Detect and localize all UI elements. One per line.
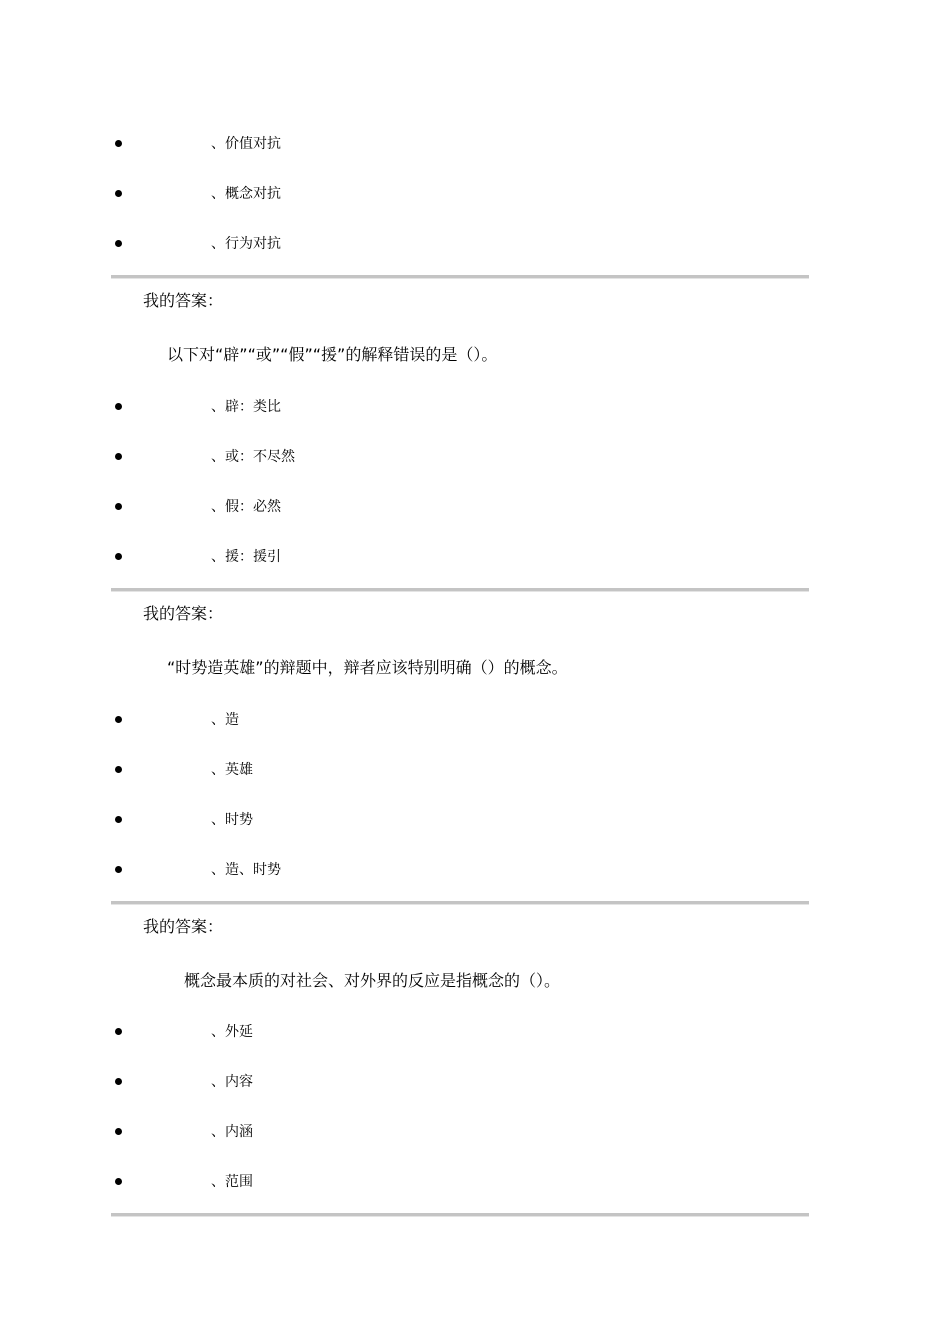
option-item[interactable] xyxy=(0,132,950,156)
option-item[interactable] xyxy=(0,858,950,882)
option-text: 、假：必然 xyxy=(211,499,281,515)
option-item[interactable] xyxy=(0,495,950,519)
option-item[interactable] xyxy=(0,808,950,832)
bullet-icon xyxy=(115,453,122,460)
option-text: 、时势 xyxy=(211,812,253,828)
option-item[interactable] xyxy=(0,1070,950,1094)
option-item[interactable] xyxy=(0,1170,950,1194)
option-text: 、内涵 xyxy=(211,1124,253,1140)
my-answer-label: 我的答案： xyxy=(143,604,224,623)
option-item[interactable] xyxy=(0,708,950,732)
my-answer-label: 我的答案： xyxy=(143,291,224,310)
option-item[interactable] xyxy=(0,1020,950,1044)
option-item[interactable] xyxy=(0,232,950,256)
bullet-icon xyxy=(115,1028,122,1035)
bullet-icon xyxy=(115,866,122,873)
option-item[interactable] xyxy=(0,182,950,206)
bullet-icon xyxy=(115,240,122,247)
option-item[interactable] xyxy=(0,395,950,419)
bullet-icon xyxy=(115,503,122,510)
option-text: 、英雄 xyxy=(211,762,253,778)
bullet-icon xyxy=(115,1128,122,1135)
section-divider xyxy=(111,588,809,592)
option-item[interactable] xyxy=(0,758,950,782)
bullet-icon xyxy=(115,816,122,823)
bullet-icon xyxy=(115,140,122,147)
option-text: 、范围 xyxy=(211,1174,253,1190)
bullet-icon xyxy=(115,716,122,723)
option-text: 、外延 xyxy=(211,1024,253,1040)
option-item[interactable] xyxy=(0,1120,950,1144)
question-text: “时势造英雄”的辩题中，辩者应该特别明确（）的概念。 xyxy=(167,658,568,677)
bullet-icon xyxy=(115,190,122,197)
option-item[interactable] xyxy=(0,445,950,469)
bullet-icon xyxy=(115,1078,122,1085)
option-text: 、价值对抗 xyxy=(211,136,281,152)
option-item[interactable] xyxy=(0,545,950,569)
bullet-icon xyxy=(115,403,122,410)
option-text: 、援：援引 xyxy=(211,549,281,565)
option-text: 、行为对抗 xyxy=(211,236,281,252)
option-text: 、辟：类比 xyxy=(211,399,281,415)
section-divider xyxy=(111,1213,809,1217)
option-text: 、概念对抗 xyxy=(211,186,281,202)
question-text: 以下对“辟”“或”“假”“援”的解释错误的是（）。 xyxy=(167,345,498,364)
option-text: 、造 xyxy=(211,712,239,728)
option-text: 、或：不尽然 xyxy=(211,449,295,465)
my-answer-label: 我的答案： xyxy=(143,917,224,936)
question-text: 概念最本质的对社会、对外界的反应是指概念的（）。 xyxy=(184,971,561,990)
option-text: 、造、时势 xyxy=(211,862,281,878)
option-text: 、内容 xyxy=(211,1074,253,1090)
bullet-icon xyxy=(115,553,122,560)
bullet-icon xyxy=(115,1178,122,1185)
section-divider xyxy=(111,275,809,279)
section-divider xyxy=(111,901,809,905)
bullet-icon xyxy=(115,766,122,773)
